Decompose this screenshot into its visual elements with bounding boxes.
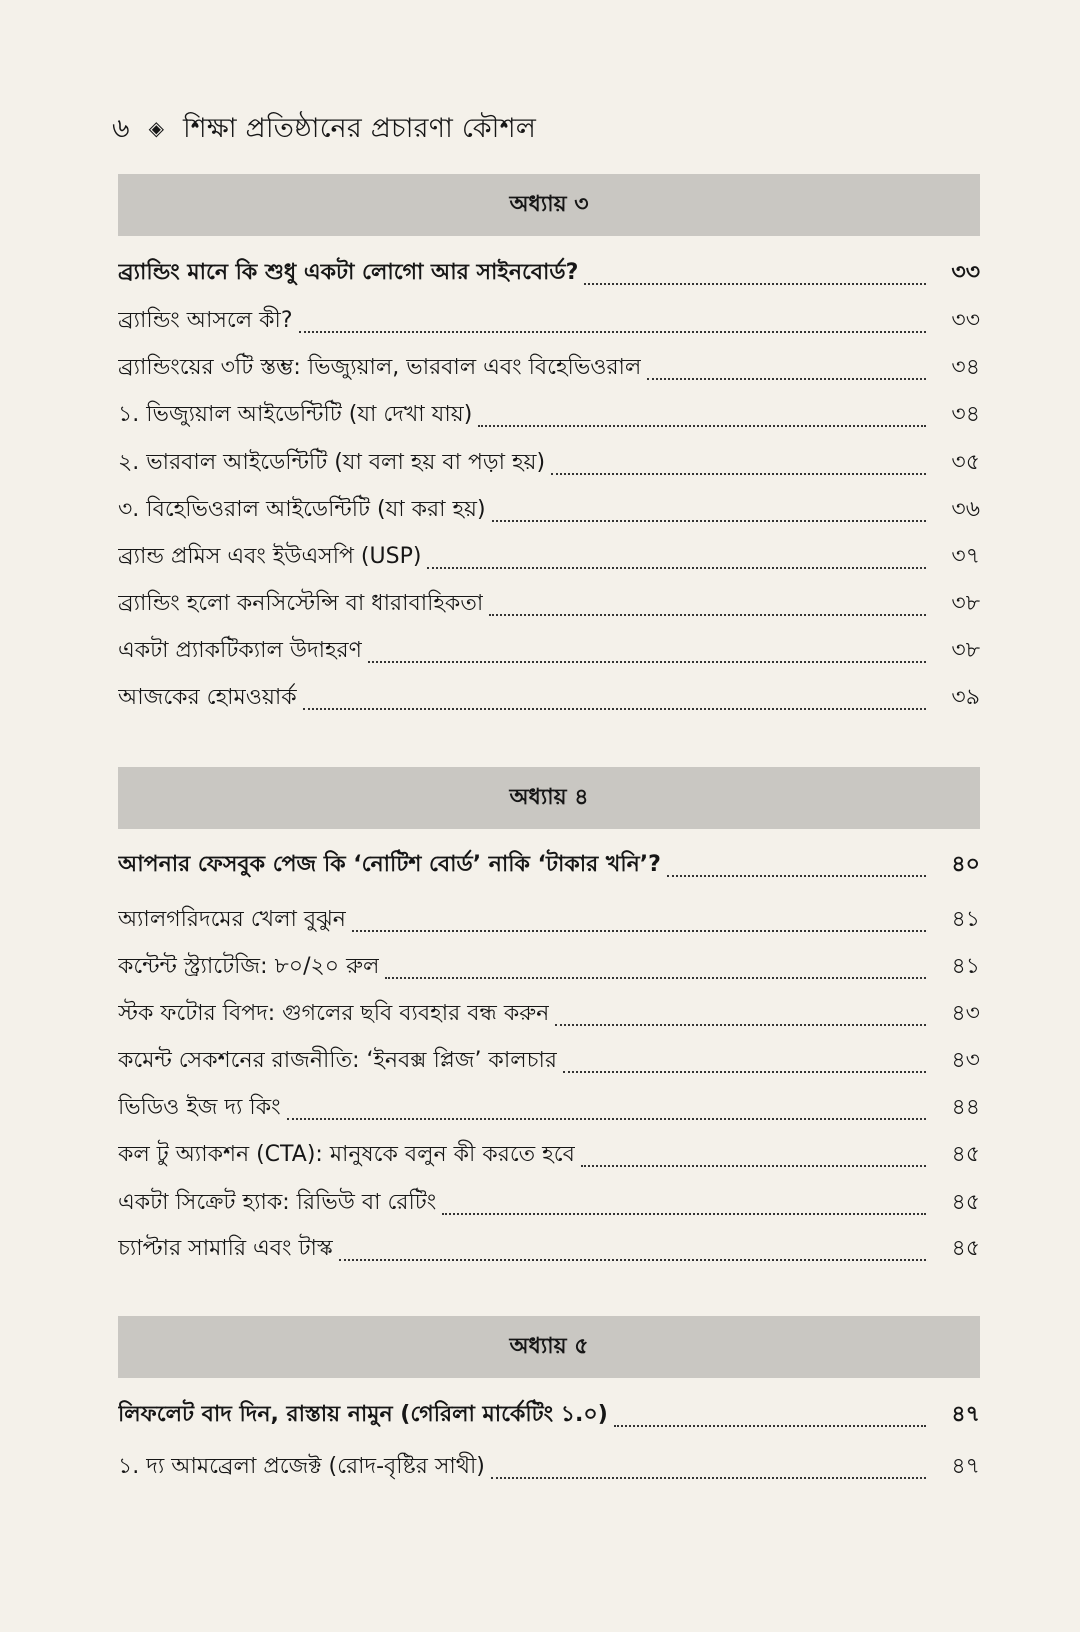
toc-entry-page: ৩৭ [951,544,980,569]
toc-entry-title: ব্র্যান্ডিং আসলে কী? [118,308,293,333]
toc-entry-page: ৩৪ [951,402,980,427]
toc-entry-page: ৩৮ [951,591,980,616]
toc-entry-title: ২. ভারবাল আইডেন্টিটি (যা বলা হয় বা পড়া হয়) [118,450,546,475]
dot-leader [352,930,926,932]
dot-leader [584,283,926,285]
chapter-heading: অধ্যায় ৫ [118,1316,980,1378]
toc-entry-page: ৪৪ [951,1095,980,1120]
toc-entry-page: ৩৮ [951,638,980,663]
dot-leader [551,473,926,475]
toc-entry-title: কমেন্ট সেকশনের রাজনীতি: ‘ইনবক্স প্লিজ’ কালচার [118,1048,557,1073]
toc-entry-title: লিফলেট বাদ দিন, রাস্তায় নামুন (গেরিলা মার্কেটিং ১.০) [118,1402,608,1427]
toc-entry-page: ৪৩ [951,1048,980,1073]
toc-entry [118,634,980,670]
toc-entry-title: ব্র্যান্ডিং হলো কনসিস্টেন্সি বা ধারাবাহিকতা [118,591,484,616]
toc-entry-page: ৩৯ [951,685,980,710]
toc-entry [118,681,980,717]
book-title: শিক্ষা প্রতিষ্ঠানের প্রচারণা কৌশল [182,113,537,144]
toc-entry [118,540,980,576]
toc-entry-title: একটা সিক্রেট হ্যাক: রিভিউ বা রেটিং [118,1190,437,1215]
toc-entry-page: ৩৩ [951,308,980,333]
dot-leader [427,567,926,569]
toc-entry-title: অ্যালগরিদমের খেলা বুঝুন [118,907,346,932]
dot-leader [339,1259,926,1261]
toc-entry-title: আজকের হোমওয়ার্ক [118,685,297,710]
toc-entry [118,1232,980,1268]
toc-entry-page: ৪১ [951,907,980,932]
toc-entry [118,446,980,482]
dot-leader [478,425,926,427]
toc-entry-page: ৪৭ [951,1454,980,1479]
toc-entry [118,398,980,434]
page-number: ৬ [112,113,130,144]
toc-entry [118,997,980,1033]
dot-leader [491,1477,926,1479]
dot-leader [647,378,926,380]
dot-leader [385,977,926,979]
toc-entry-page: ৩৩ [951,260,980,285]
toc-entry [118,1091,980,1127]
chapter-heading: অধ্যায় ৩ [118,174,980,236]
toc-entry-title: ভিডিও ইজ দ্য কিং [118,1095,281,1120]
toc-entry [118,587,980,623]
toc-entry-title: স্টক ফটোর বিপদ: গুগলের ছবি ব্যবহার বন্ধ করুন [118,1001,550,1026]
toc-entry [118,1450,980,1486]
toc-entry-title: আপনার ফেসবুক পেজ কি ‘নোটিশ বোর্ড’ নাকি ‘টাকার খনি’? [118,852,661,877]
dot-leader [667,875,926,877]
toc-entry-title: ১. ভিজ্যুয়াল আইডেন্টিটি (যা দেখা যায়) [118,402,473,427]
dot-leader [563,1071,926,1073]
toc-entry [118,903,980,939]
toc-entry-page: ৪১ [951,954,980,979]
toc-entry-title: ব্র্যান্ডিং মানে কি শুধু একটা লোগো আর সাইনবোর্ড? [118,260,579,285]
toc-entry [118,256,980,292]
dot-leader [489,614,926,616]
toc-entry [118,1398,980,1434]
toc-entry-title: চ্যাপ্টার সামারি এবং টাস্ক [118,1236,333,1261]
dot-leader [287,1118,926,1120]
toc-entry-page: ৪৭ [951,1402,980,1427]
dot-leader [555,1024,926,1026]
toc-entry-page: ৩৪ [951,355,980,380]
toc-entry-page: ৪৫ [951,1142,980,1167]
toc-entry-page: ৪৩ [951,1001,980,1026]
toc-entry [118,1138,980,1174]
toc-entry-page: ৪৫ [951,1236,980,1261]
dot-leader [492,520,926,522]
dot-leader [614,1425,926,1427]
toc-entry-title: ব্র্যান্ডিংয়ের ৩টি স্তম্ভ: ভিজ্যুয়াল, ভারবাল এবং বিহেভিওরাল [118,355,642,380]
toc-entry [118,1044,980,1080]
toc-entry-title: কল টু অ্যাকশন (CTA): মানুষকে বলুন কী করতে হবে [118,1142,575,1167]
toc-entry-page: ৪৫ [951,1190,980,1215]
toc-entry [118,848,980,884]
diamond-separator-icon: ◈ [148,116,165,140]
toc-entry-page: ৪০ [951,852,980,877]
toc-entry-title: ৩. বিহেভিওরাল আইডেন্টিটি (যা করা হয়) [118,497,486,522]
toc-entry-title: একটা প্র্যাকটিক্যাল উদাহরণ [118,638,362,663]
toc-entry-title: কন্টেন্ট স্ট্র্যাটেজি: ৮০/২০ রুল [118,954,380,979]
toc-entry [118,1186,980,1222]
dot-leader [299,331,926,333]
toc-entry-page: ৩৫ [951,450,980,475]
dot-leader [581,1165,926,1167]
dot-leader [442,1213,926,1215]
toc-entry [118,304,980,340]
dot-leader [368,661,926,663]
toc-entry-page: ৩৬ [951,497,980,522]
toc-entry-title: ব্র্যান্ড প্রমিস এবং ইউএসপি (USP) [118,544,422,569]
running-header [112,108,536,153]
toc-entry [118,950,980,986]
toc-entry [118,351,980,387]
chapter-heading: অধ্যায় ৪ [118,767,980,829]
dot-leader [303,708,926,710]
toc-entry [118,493,980,529]
toc-entry-title: ১. দ্য আমব্রেলা প্রজেক্ট (রোদ-বৃষ্টির সাথী) [118,1454,485,1479]
